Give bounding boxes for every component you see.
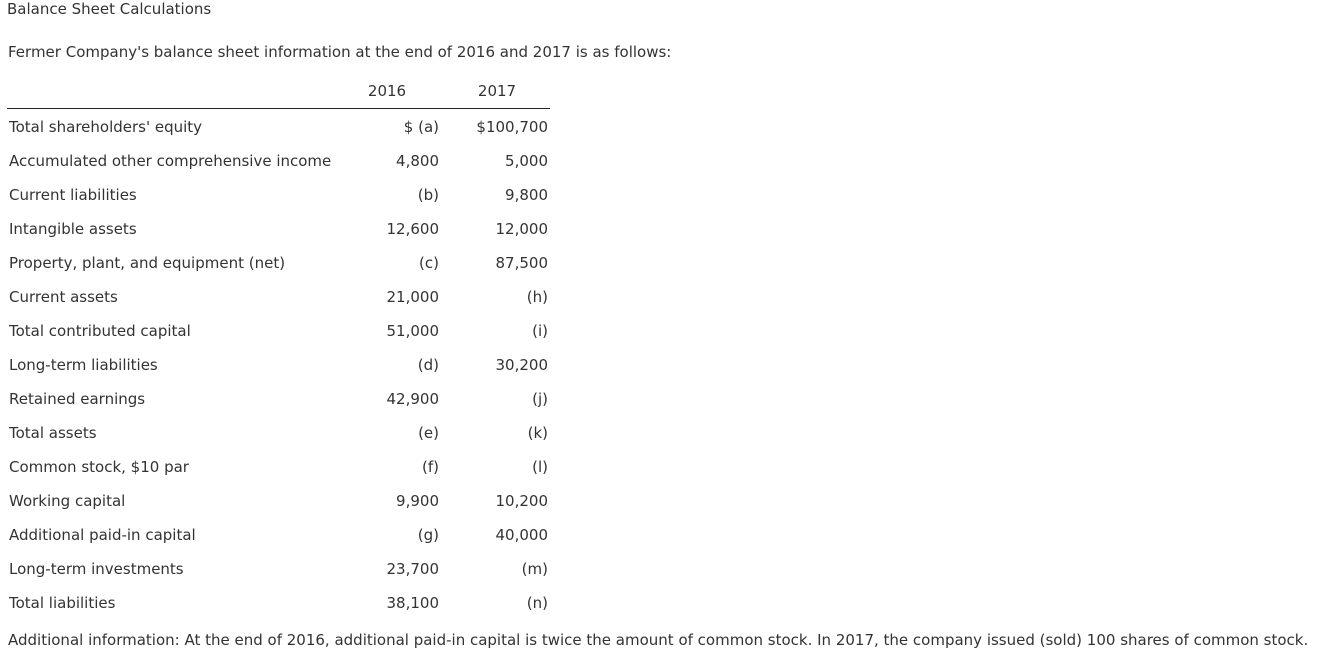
table-row [7,109,550,143]
row-label: Total assets [9,424,97,442]
value-2017: 87,500 [495,254,548,272]
value-2016: 51,000 [386,322,439,340]
row-label: Working capital [9,492,126,510]
value-2017: (l) [532,458,548,476]
row-label: Current assets [9,288,118,306]
value-2017: 30,200 [495,356,548,374]
value-2017: (h) [526,288,548,306]
row-label: Additional paid-in capital [9,526,196,544]
table-row [7,313,550,347]
row-label: Intangible assets [9,220,137,238]
value-2016: 12,600 [386,220,439,238]
value-2017: 10,200 [495,492,548,510]
column-header-2017: 2017 [477,82,517,100]
value-2016: (b) [417,186,439,204]
value-2016: 38,100 [386,594,439,612]
value-2016: 42,900 [386,390,439,408]
row-label: Accumulated other comprehensive income [9,152,332,170]
value-2017: (k) [527,424,548,442]
value-2016: 9,900 [396,492,439,510]
value-2016: (e) [418,424,439,442]
row-label: Common stock, $10 par [9,458,189,476]
table-header [7,78,550,109]
value-2016: (c) [419,254,439,272]
table-body [7,109,550,619]
row-label: Current liabilities [9,186,137,204]
table-row [7,585,550,619]
value-2017: 40,000 [495,526,548,544]
table-row [7,347,550,381]
value-2016: 4,800 [396,152,439,170]
table-row [7,279,550,313]
value-2017: 9,800 [505,186,548,204]
row-label: Long-term liabilities [9,356,158,374]
row-label: Retained earnings [9,390,146,408]
row-label: Total liabilities [9,594,116,612]
page-title: Balance Sheet Calculations [7,0,212,18]
row-label: Property, plant, and equipment (net) [9,254,286,272]
value-2016: $ (a) [403,118,439,136]
value-2017: (n) [526,594,548,612]
row-label: Total shareholders' equity [9,118,203,136]
column-header-2016: 2016 [367,82,407,100]
value-2017: (m) [521,560,548,578]
balance-sheet-table [7,78,550,619]
table-row [7,211,550,245]
value-2017: 5,000 [505,152,548,170]
value-2017: (j) [532,390,548,408]
table-row [7,381,550,415]
value-2016: 23,700 [386,560,439,578]
problem-intro: Fermer Company's balance sheet information at the end of 2016 and 2017 is as follows: [8,43,672,61]
value-2016: (f) [422,458,439,476]
value-2016: 21,000 [386,288,439,306]
table-row [7,449,550,483]
table-row [7,551,550,585]
table-row [7,245,550,279]
value-2017: (i) [532,322,548,340]
table-row [7,517,550,551]
row-label: Total contributed capital [9,322,191,340]
value-2016: (g) [417,526,439,544]
table-row [7,143,550,177]
row-label: Long-term investments [9,560,184,578]
value-2016: (d) [417,356,439,374]
additional-information: Additional information: At the end of 2016, additional paid-in capital is twice the amount of common stock. In 2017, the company issued (sold) 100 shares of common stock. [8,631,1309,649]
table-row [7,415,550,449]
value-2017: 12,000 [495,220,548,238]
table-row [7,483,550,517]
value-2017: $100,700 [476,118,548,136]
table-row [7,177,550,211]
